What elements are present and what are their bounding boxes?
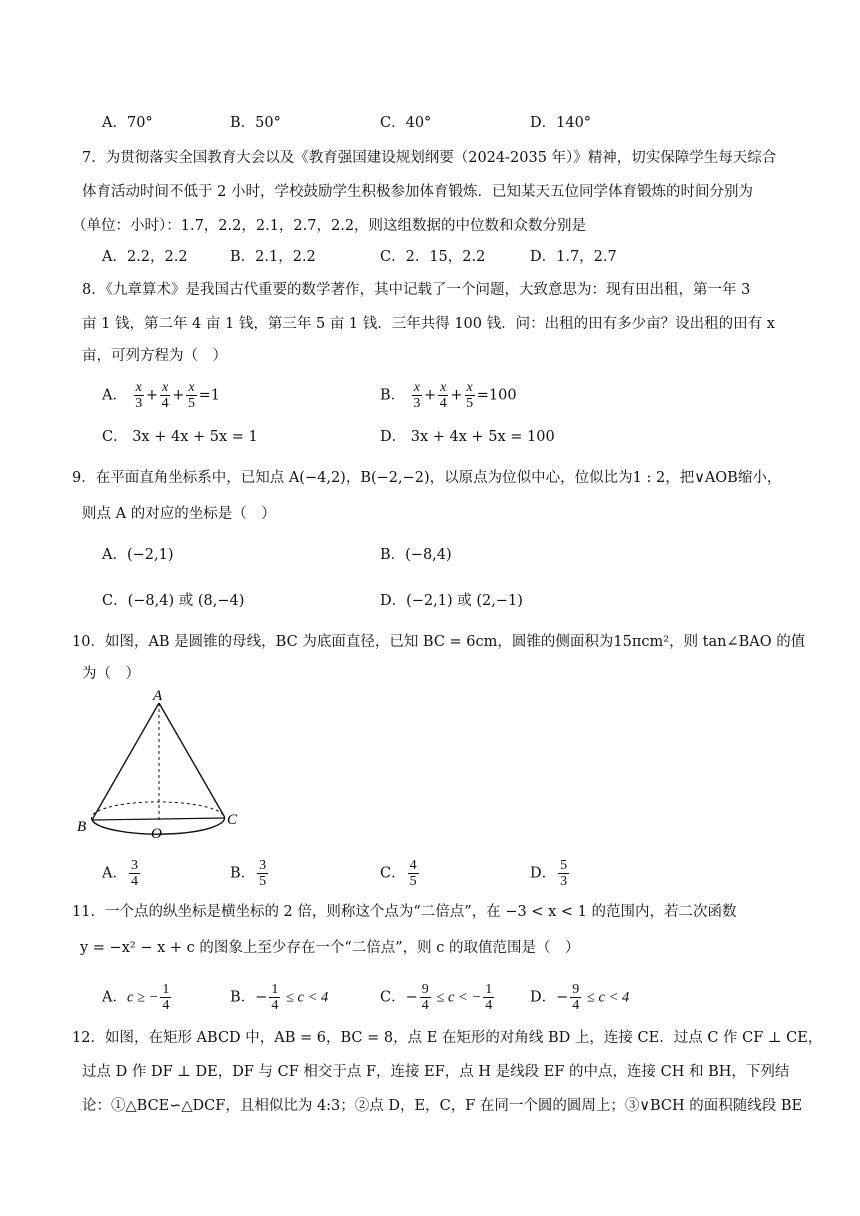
diameter-bc xyxy=(92,818,224,820)
q9-option-a[interactable]: A．(−2,1) xyxy=(102,547,174,563)
denominator: 4 xyxy=(485,998,493,1013)
q8-line-3: 亩，可列方程为（ ） xyxy=(82,348,227,364)
fraction xyxy=(558,858,569,889)
numerator: 1 xyxy=(485,982,493,997)
math-prefix: c ≥ − xyxy=(126,989,159,1006)
q10-line-2: 为（ ） xyxy=(82,666,140,682)
numerator: 3 xyxy=(130,858,138,873)
q11-option-a[interactable] xyxy=(102,982,173,1013)
rhs: =1 xyxy=(198,387,220,404)
q12-line-1: 12．如图，在矩形 ABCD 中，AB = 6，BC = 8，点 E 在矩形的对角线 BD 上，连接 CE．过点 C 作 CF ⊥ CE， xyxy=(72,1030,823,1046)
label-o: O xyxy=(151,826,162,842)
generatrix-ac xyxy=(159,703,224,816)
numerator: 1 xyxy=(162,982,170,997)
fraction xyxy=(408,858,419,889)
fraction xyxy=(129,858,140,889)
q7-option-b[interactable]: B．2.1，2.2 xyxy=(230,249,316,265)
fraction xyxy=(420,982,431,1013)
generatrix-ab xyxy=(92,703,159,820)
denominator: 4 xyxy=(130,874,138,889)
math-prefix: − xyxy=(255,989,268,1006)
denominator: 4 xyxy=(162,998,170,1013)
q8-option-d[interactable]: D． 3x + 4x + 5x = 100 xyxy=(380,429,555,445)
numerator: 9 xyxy=(572,982,580,997)
option-label: A． xyxy=(102,989,127,1006)
fraction xyxy=(257,858,268,889)
q10-option-b[interactable] xyxy=(230,858,270,889)
fraction xyxy=(483,982,494,1013)
q6-option-a[interactable]: A．70° xyxy=(102,115,153,131)
math-suffix: ≤ c < − xyxy=(432,989,482,1006)
option-label: C． xyxy=(380,989,406,1006)
fraction: $\frac{x}{3}$ xyxy=(135,380,143,411)
denominator: 4 xyxy=(161,396,169,411)
option-label: C． xyxy=(380,865,406,882)
fraction: $\frac{x}{4}$ xyxy=(161,380,169,411)
math-suffix: ≤ c < 4 xyxy=(583,989,630,1006)
q6-option-b[interactable]: B．50° xyxy=(230,115,281,131)
q7-option-c[interactable]: C．2．15，2.2 xyxy=(380,249,486,265)
math-prefix: − xyxy=(556,989,569,1006)
fraction xyxy=(570,982,581,1013)
label-b: B xyxy=(77,819,87,835)
cone-diagram xyxy=(76,690,256,850)
math-prefix: − xyxy=(405,989,418,1006)
option-label: D． xyxy=(530,989,557,1006)
q11-option-c[interactable] xyxy=(380,982,496,1013)
option-label: B． xyxy=(230,865,256,882)
q9-option-c[interactable]: C．(−8,4) 或 (8,−4) xyxy=(102,593,245,609)
fraction xyxy=(160,982,171,1013)
option-label: D． xyxy=(530,865,557,882)
denominator: 5 xyxy=(259,874,267,889)
q9-option-b[interactable]: B．(−8,4) xyxy=(380,547,452,563)
q10-option-d[interactable] xyxy=(530,858,571,889)
q7-line-2: 体育活动时间不低于 2 小时，学校鼓励学生积极参加体育锻炼．已知某天五位同学体育锻炼的时间分别为 xyxy=(82,184,753,200)
q12-line-2: 过点 D 作 DF ⊥ DE，DF 与 CF 相交于点 F，连接 EF，点 H 是线段 EF 的中点，连接 CH 和 BH，下列结 xyxy=(82,1064,790,1080)
option-label: A． xyxy=(102,865,127,882)
cone-figure xyxy=(76,690,256,854)
label-c: C xyxy=(227,812,238,828)
denominator: 5 xyxy=(187,396,195,411)
q8-option-b-label: B． xyxy=(380,387,406,404)
label-a: A xyxy=(153,690,163,704)
fraction: $\frac{x}{5}$ xyxy=(466,380,474,411)
q8-option-a[interactable]: A． $\frac{x}{3}$ + $\frac{x}{4}$ + $\frac{x}{5}$ =1 xyxy=(102,380,220,411)
q7-option-a[interactable]: A．2.2，2.2 xyxy=(102,249,188,265)
q10-line-1: 10．如图，AB 是圆锥的母线，BC 为底面直径，已知 BC = 6cm，圆锥的侧面积为15πcm²，则 tan∠BAO 的值 xyxy=(72,634,806,650)
numerator: 3 xyxy=(259,858,267,873)
denominator: 3 xyxy=(560,874,568,889)
q7-option-d[interactable]: D．1.7，2.7 xyxy=(530,249,617,265)
denominator: 4 xyxy=(439,396,447,411)
base-back-arc xyxy=(91,802,224,820)
q9-line-1: 9．在平面直角坐标系中，已知点 A(−4,2)，B(−2,−2)，以原点为位似中心，位似比为1 : 2，把∨AOB缩小， xyxy=(72,470,782,486)
denominator: 4 xyxy=(421,998,429,1013)
q10-option-c[interactable] xyxy=(380,858,421,889)
q11-option-d[interactable] xyxy=(530,982,629,1013)
q8-line-2: 亩 1 钱，第二年 4 亩 1 钱，第三年 5 亩 1 钱．三年共得 100 钱．问：出租的田有多少亩？设出租的田有 x xyxy=(82,316,775,332)
denominator: 3 xyxy=(135,396,143,411)
fraction xyxy=(269,982,280,1013)
q8-option-b[interactable]: B． $\frac{x}{3}$ + $\frac{x}{4}$ + $\frac{x}{5}$ =100 xyxy=(380,380,517,411)
q8-option-a-label: A． xyxy=(102,387,127,404)
numerator: 5 xyxy=(560,858,568,873)
denominator: 5 xyxy=(466,396,474,411)
denominator: 3 xyxy=(413,396,421,411)
q6-option-d[interactable]: D．140° xyxy=(530,115,592,131)
denominator: 4 xyxy=(271,998,279,1013)
rhs: =100 xyxy=(476,387,517,404)
denominator: 4 xyxy=(572,998,580,1013)
q9-line-2: 则点 A 的对应的坐标是（ ） xyxy=(82,506,276,522)
denominator: 5 xyxy=(409,874,417,889)
numerator: 4 xyxy=(409,858,417,873)
fraction: $\frac{x}{4}$ xyxy=(439,380,447,411)
numerator: 1 xyxy=(271,982,279,997)
q11-line-2: y = −x² − x + c 的图象上至少存在一个“二倍点”，则 c 的取值范围是（ ） xyxy=(80,940,580,956)
fraction: $\frac{x}{3}$ xyxy=(413,380,421,411)
q6-option-c[interactable]: C．40° xyxy=(380,115,432,131)
option-label: B． xyxy=(230,989,256,1006)
q8-option-c[interactable]: C． 3x + 4x + 5x = 1 xyxy=(102,429,258,445)
q7-line-1: 7．为贯彻落实全国教育大会以及《教育强国建设规划纲要（2024-2035 年）》精神，切实保障学生每天综合 xyxy=(82,150,777,166)
q9-option-d[interactable]: D．(−2,1) 或 (2,−1) xyxy=(380,593,523,609)
q8-line-1: 8．《九章算术》是我国古代重要的数学著作，其中记载了一个问题，大致意思为：现有田出租，第一年 3 xyxy=(82,282,751,298)
q7-line-3: （单位：小时）：1.7，2.2，2.1，2.7，2.2，则这组数据的中位数和众数分别是 xyxy=(72,218,587,234)
q10-option-a[interactable] xyxy=(102,858,142,889)
q11-line-1: 11．一个点的纵坐标是横坐标的 2 倍，则称这个点为“二倍点”，在 −3 < x < 1 的范围内，若二次函数 xyxy=(72,904,737,920)
q12-line-3: 论：①△BCE∽△DCF，且相似比为 4:3；②点 D，E，C，F 在同一个圆的圆周上；③∨BCH 的面积随线段 BE xyxy=(82,1098,803,1114)
fraction: $\frac{x}{5}$ xyxy=(187,380,195,411)
math-suffix: ≤ c < 4 xyxy=(282,989,329,1006)
numerator: 9 xyxy=(421,982,429,997)
q11-option-b[interactable] xyxy=(230,982,328,1013)
